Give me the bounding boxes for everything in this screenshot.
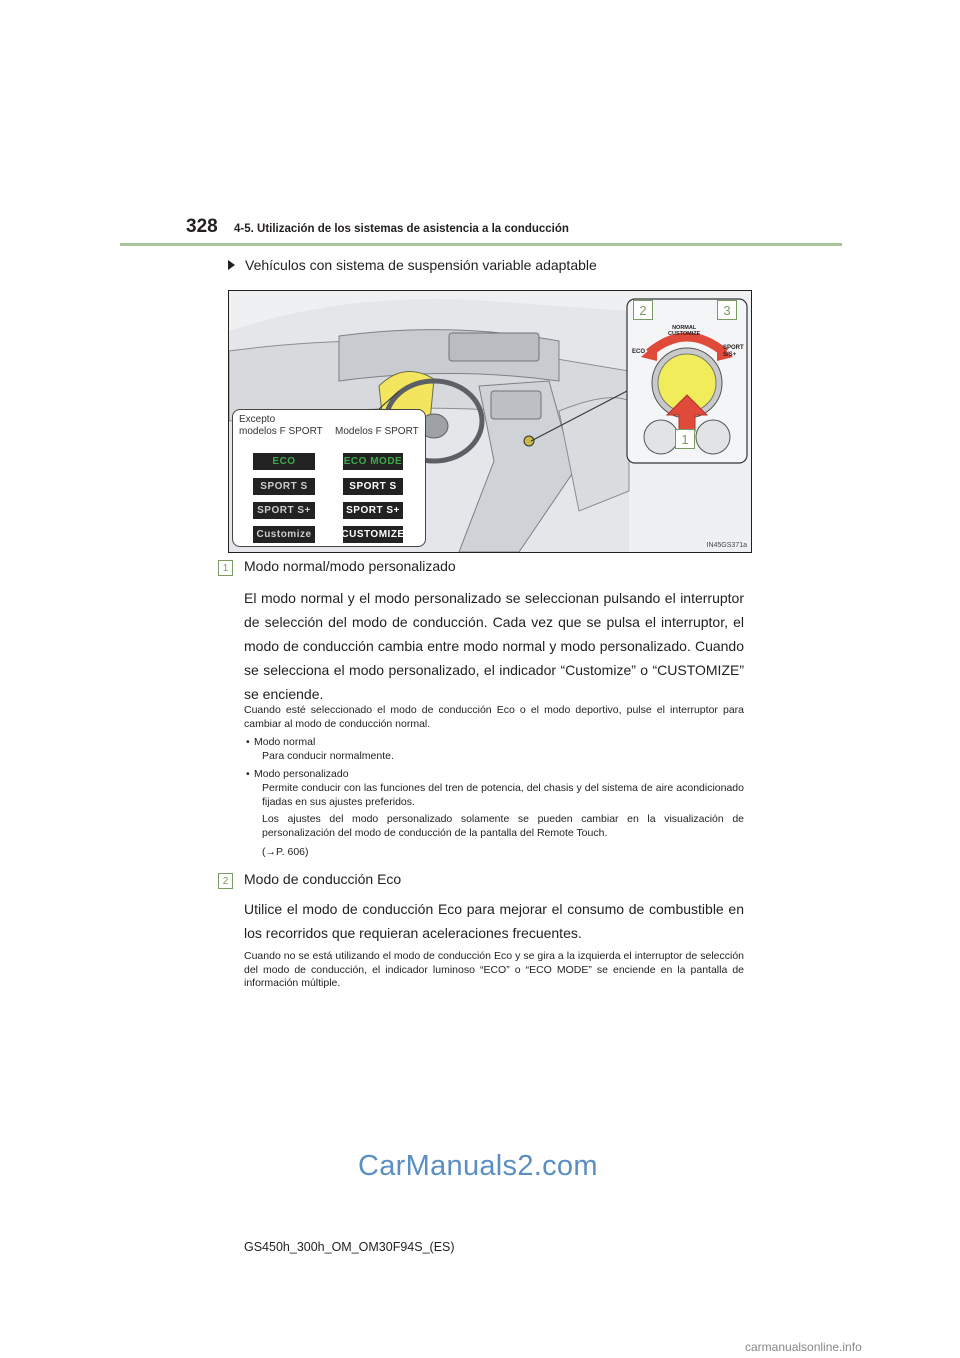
triangle-bullet-icon <box>228 260 235 270</box>
item-2-note: Cuando no se está utilizando el modo de conducción Eco y se gira a la izquierda el interruptor de selección del modo de conducción, el indicador luminoso “ECO” o “ECO MODE” se enciende en la pantalla de información múltiple. <box>244 950 744 990</box>
sub-item-custom-desc: Permite conducir con las funciones del tren de potencia, del chasis y del sistema de aire acondicionado fijadas en sus ajustes preferidos. <box>262 782 744 808</box>
dial-label-normal: NORMAL CUSTOMIZE <box>668 325 701 337</box>
watermark: CarManuals2.com <box>358 1150 598 1182</box>
callout-title-standard: Excepto modelos F SPORT <box>239 414 323 437</box>
sub-item-normal-desc: Para conducir normalmente. <box>262 750 394 762</box>
standard-mode-eco: ECO <box>253 453 315 470</box>
fsport-mode-sport-s: SPORT S <box>343 478 403 495</box>
bullet-heading <box>228 257 597 273</box>
sub-item-custom: • Modo personalizado <box>246 768 349 780</box>
figure-marker-2: 2 <box>633 300 653 320</box>
dashboard-illustration <box>228 290 752 553</box>
figure-marker-1: 1 <box>675 429 695 449</box>
watermark-secondary: carmanualsonline.info <box>745 1340 862 1354</box>
bullet-heading-text: Vehículos con sistema de suspensión variable adaptable <box>245 257 597 273</box>
item-1-title: Modo normal/modo personalizado <box>244 558 456 574</box>
fsport-mode-customize: CUSTOMIZE <box>343 526 403 543</box>
item-number-1: 1 <box>218 560 233 576</box>
item-number-2: 2 <box>218 873 233 889</box>
standard-mode-sport-s-plus: SPORT S+ <box>253 502 315 519</box>
standard-mode-customize: Customize <box>253 526 315 543</box>
header-rule <box>120 243 842 246</box>
figure-code: IN45GS371a <box>706 542 747 549</box>
mode-indicator-callout <box>232 409 426 547</box>
dial-label-eco: ECO <box>632 349 646 355</box>
item-2-body: Utilice el modo de conducción Eco para mejorar el consumo de combustible en los recorridos que requieran aceleraciones frecuentes. <box>244 901 744 941</box>
bullet-dot: • <box>246 768 250 780</box>
page-reference: (→P. 606) <box>262 846 309 858</box>
item-2-title: Modo de conducción Eco <box>244 871 402 887</box>
dial-label-sport: SPORT S/S+ <box>723 345 744 358</box>
section-title: 4-5. Utilización de los sistemas de asistencia a la conducción <box>234 223 569 235</box>
footer-code: GS450h_300h_OM_OM30F94S_(ES) <box>244 1240 455 1254</box>
item-1-note: Cuando esté seleccionado el modo de conducción Eco o el modo deportivo, pulse el interruptor para cambiar al modo de conducción normal. <box>244 704 744 730</box>
page-number: 328 <box>186 216 218 237</box>
bullet-dot: • <box>246 736 250 748</box>
sub-item-normal: • Modo normal <box>246 736 316 748</box>
figure-marker-3: 3 <box>717 300 737 320</box>
fsport-mode-eco: ECO MODE <box>343 453 403 470</box>
sub-item-custom-desc-2: Los ajustes del modo personalizado solamente se pueden cambiar en la visualización de personalización del modo de conducción de la pantalla del Remote Touch. <box>262 813 744 839</box>
standard-mode-sport-s: SPORT S <box>253 478 315 495</box>
fsport-mode-sport-s-plus: SPORT S+ <box>343 502 403 519</box>
item-1-body: El modo normal y el modo personalizado se seleccionan pulsando el interruptor de selección del modo de conducción. Cada vez que se pulsa el interruptor, el modo de conducción cambia entre modo normal y modo personalizado. Cuando se selecciona el modo personalizado, el indicador “Customize” o “CUSTOMIZE” se enciende. <box>244 590 744 702</box>
callout-title-fsport: Modelos F SPORT <box>335 426 419 437</box>
